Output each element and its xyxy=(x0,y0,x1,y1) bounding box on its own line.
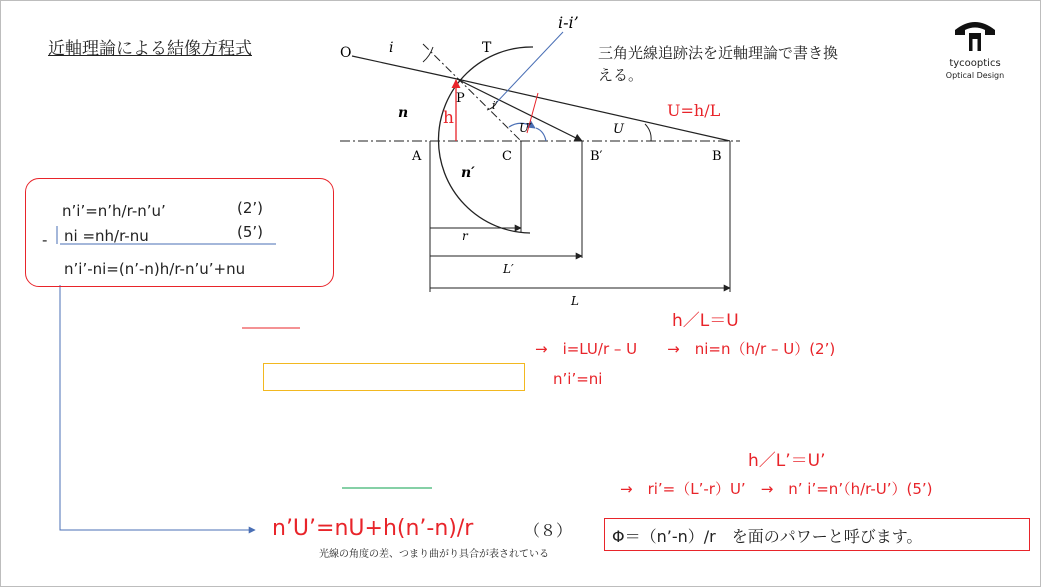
label-U-equals: U=h/L xyxy=(667,101,721,120)
surface-arc xyxy=(438,47,533,233)
connector-arrow xyxy=(60,285,255,530)
derivation-line-4: h／L’＝U’ xyxy=(748,451,826,471)
label-Lprime: L′ xyxy=(503,262,514,276)
label-B: B xyxy=(712,149,722,164)
equation-result: n’i’-ni=(n’-n)h/r-n’u’+nu xyxy=(64,260,246,278)
label-L: L xyxy=(571,294,579,308)
equation-1: n’i’=n’h/r-n’u’ xyxy=(62,202,166,220)
label-i-minus-iprime: i-i’ xyxy=(558,13,579,32)
angle-Uprime-arc-b xyxy=(536,128,546,141)
label-n: n xyxy=(398,105,409,121)
angle-U-arc xyxy=(645,124,651,141)
equation-1-number: (2’) xyxy=(237,199,264,217)
derivation-line-3: n’i’=ni xyxy=(553,370,603,388)
label-T: T xyxy=(482,40,492,56)
derivation-line-5: → ri’=（L’-r）U’ → n’ i’=n’（h/r-U’）(5’) xyxy=(620,480,933,498)
derivation-line-2: → i=LU/r – U → ni=n（h/r – U）(2’) xyxy=(535,340,836,358)
label-A: A xyxy=(412,149,422,164)
highlight-box xyxy=(263,363,525,391)
main-equation-number: （８） xyxy=(524,521,573,540)
equation-caption: 光線の角度の差、つまり曲がり具合が表されている xyxy=(319,549,549,560)
slide-title: 近軸理論による結像方程式 xyxy=(48,39,252,59)
label-r: r xyxy=(462,229,468,243)
main-equation: n’U’=nU+h(n’-n)/r xyxy=(272,516,474,541)
equation-2: ni =nh/r-nu xyxy=(64,227,149,245)
logo-subtitle: Optical Design xyxy=(945,71,1005,80)
derivation-line-1: h／L＝U xyxy=(672,311,739,331)
description-note: 三角光線追跡法を近軸理論で書き換える。 xyxy=(598,44,839,84)
equation-2-number: (5’) xyxy=(237,223,264,241)
label-h: h xyxy=(443,108,454,128)
minus-sign: - xyxy=(42,231,48,249)
label-C: C xyxy=(502,149,512,164)
logo-brand: tycooptics xyxy=(949,58,1001,69)
label-iprime: i′ xyxy=(492,99,499,112)
blue-label-line xyxy=(496,32,563,103)
label-P: P xyxy=(456,91,465,106)
label-U: U xyxy=(613,122,624,137)
label-Bprime: B′ xyxy=(590,149,603,164)
label-nprime: n′ xyxy=(461,165,475,181)
incident-ray xyxy=(352,56,457,79)
label-i: i xyxy=(389,40,394,56)
label-O: O xyxy=(340,45,352,61)
power-definition: Φ＝（n’-n）/r を面のパワーと呼びます。 xyxy=(612,527,923,546)
label-Uprime: U′ xyxy=(519,121,532,135)
